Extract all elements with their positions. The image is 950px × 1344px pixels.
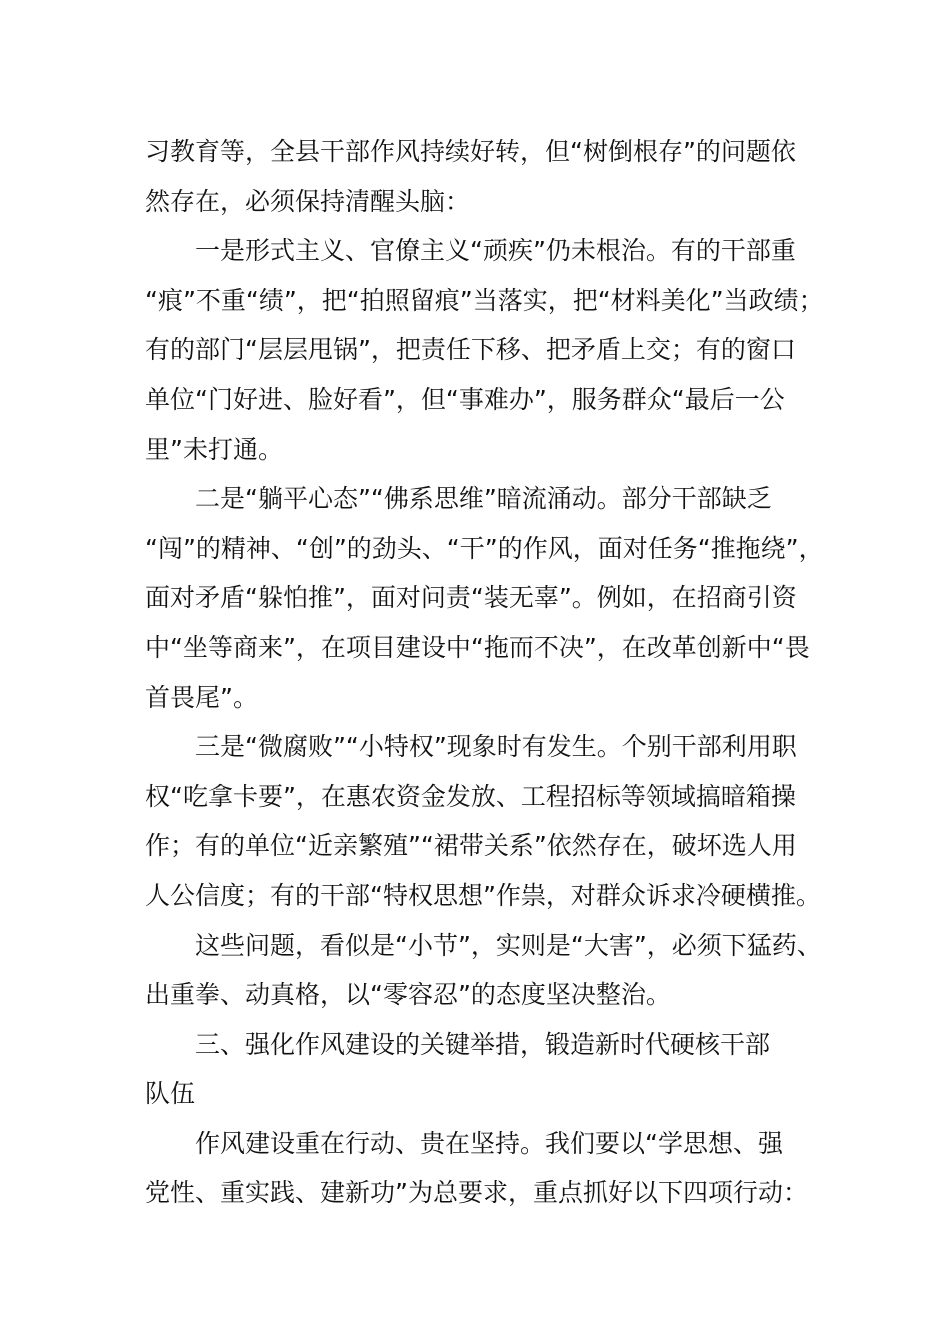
body-text: [145, 127, 824, 1218]
section-heading-line: 三、强化作风建设的关键举措，锻造新时代硬核干部: [145, 1029, 771, 1059]
text-line: 人公信度；有的干部“特权思想”作祟，对群众诉求冷硬横推。: [145, 880, 821, 910]
text-line: 权“吃拿卡要”，在惠农资金发放、工程招标等领域搞暗箱操: [145, 781, 796, 811]
text-line: 首畏尾”。: [145, 682, 258, 712]
text-line: 出重拳、动真格，以“零容忍”的态度坚决整治。: [145, 980, 671, 1010]
text-line: 中“坐等商来”，在项目建设中“拖而不决”，在改革创新中“畏: [145, 632, 810, 662]
text-line: 一是形式主义、官僚主义“顽疾”仍未根治。有的干部重: [145, 236, 796, 266]
text-line: “闯”的精神、“创”的劲头、“干”的作风，面对任务“推拖绕”，: [145, 533, 824, 563]
text-line: 单位“门好进、脸好看”，但“事难办”，服务群众“最后一公: [145, 384, 785, 414]
text-line: 习教育等，全县干部作风持续好转，但“树倒根存”的问题依: [145, 137, 796, 166]
text-line: 有的部门“层层甩锅”，把责任下移、把矛盾上交；有的窗口: [145, 335, 796, 365]
text-line: 作风建设重在行动、贵在坚持。我们要以“学思想、强: [145, 1128, 783, 1158]
text-line: 面对矛盾“躲怕推”，面对问责“装无辜”。例如，在招商引资: [145, 583, 797, 613]
section-heading-line: 队伍: [145, 1079, 196, 1109]
text-line: 里”未打通。: [145, 434, 283, 464]
text-line: 党性、重实践、建新功”为总要求，重点抓好以下四项行动：: [145, 1178, 808, 1208]
text-line: 然存在，必须保持清醒头脑：: [145, 186, 471, 216]
text-line: 这些问题，看似是“小节”，实则是“大害”，必须下猛药、: [145, 930, 822, 960]
text-line: 三是“微腐败”“小特权”现象时有发生。个别干部利用职: [145, 732, 797, 762]
text-line: “痕”不重“绩”，把“拍照留痕”当落实，把“材料美化”当政绩；: [145, 285, 824, 315]
text-line: 作；有的单位“近亲繁殖”“裙带关系”依然存在，破坏选人用: [145, 831, 797, 861]
text-line: 二是“躺平心态”“佛系思维”暗流涌动。部分干部缺乏: [145, 484, 772, 514]
